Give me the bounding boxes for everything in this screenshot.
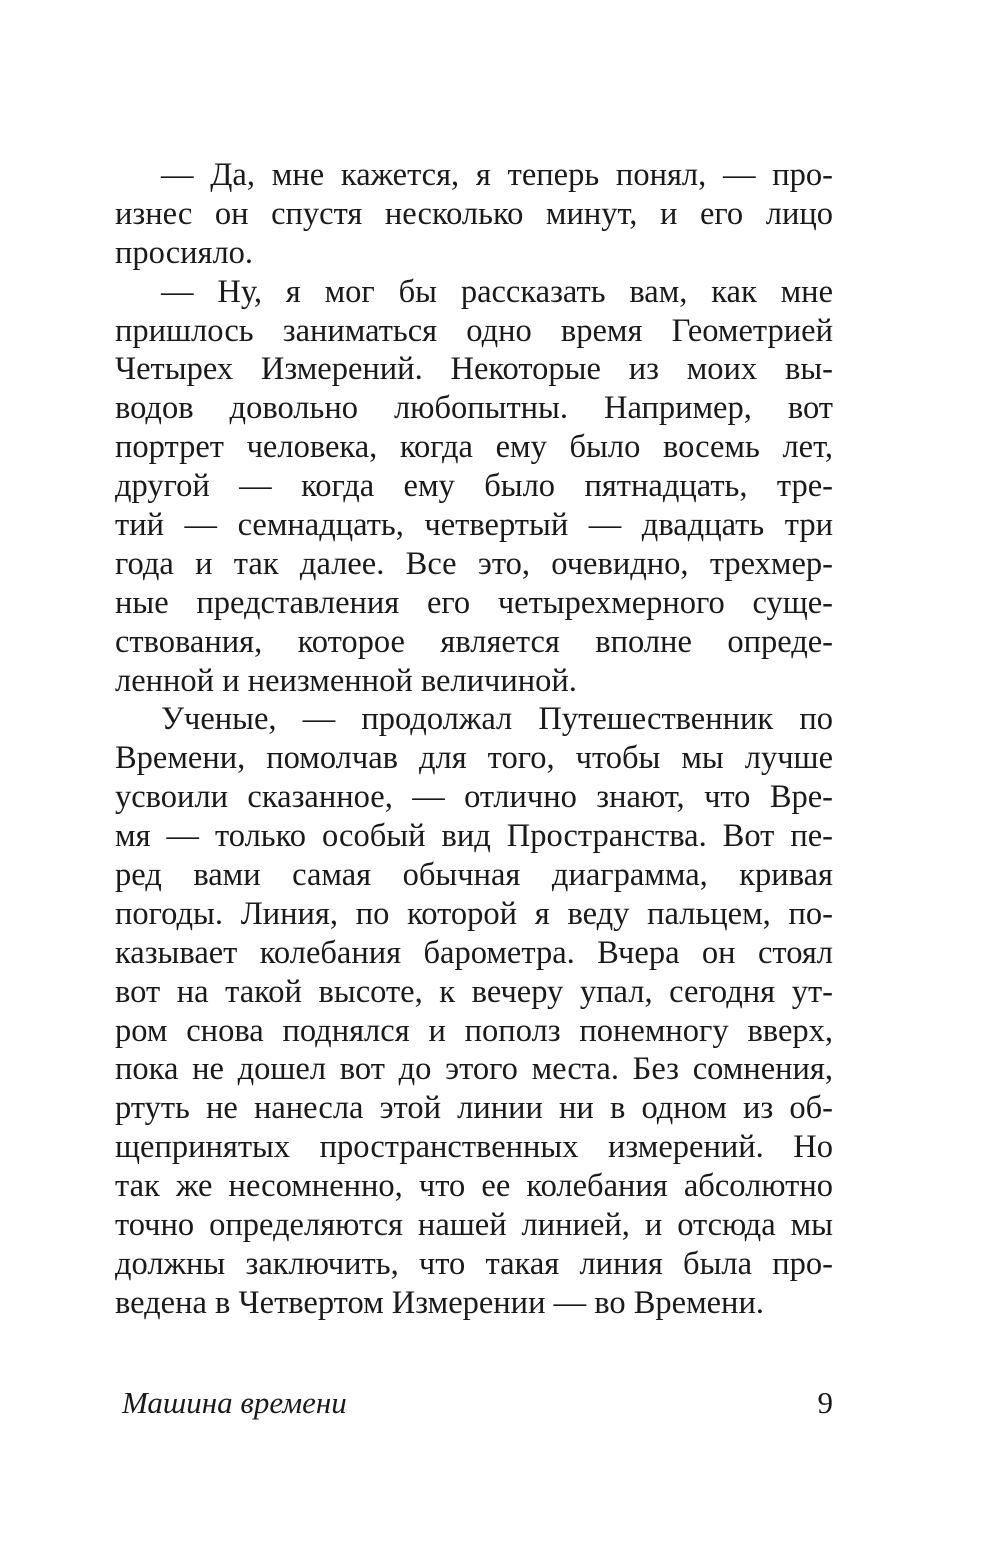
text-line: так же несомненно, что ее колебания абсолютно xyxy=(115,1168,833,1205)
text-line: портрет человека, когда ему было восемь лет, xyxy=(115,429,833,466)
text-line: должны заключить, что такая линия была про- xyxy=(115,1245,833,1282)
text-line: Времени, помолчав для того, чтобы мы лучше xyxy=(115,740,833,777)
text-line: казывает колебания барометра. Вчера он стоял xyxy=(115,934,833,971)
page-number: 9 xyxy=(817,1385,833,1420)
body-text xyxy=(115,156,833,1323)
text-line: ные представления его четырехмерного суще- xyxy=(115,584,833,621)
text-line: — Ну, я мог бы рассказать вам, как мне xyxy=(161,273,833,310)
text-line: ртуть не нанесла этой линии ни в одном из об- xyxy=(115,1090,833,1127)
text-line: точно определяются нашей линией, и отсюда мы xyxy=(115,1207,833,1244)
text-line: ведена в Четвертом Измерении — во Времени. xyxy=(115,1284,764,1321)
text-line: другой — когда ему было пятнадцать, тре- xyxy=(115,468,833,505)
text-line: — Да, мне кажется, я теперь понял, — про- xyxy=(161,157,833,193)
text-line: Четырех Измерений. Некоторые из моих вы- xyxy=(115,351,833,388)
text-line: тий — семнадцать, четвертый — двадцать три xyxy=(115,507,833,544)
text-line: пока не дошел вот до этого места. Без сомнения, xyxy=(115,1051,833,1088)
text-line: ленной и неизменной величиной. xyxy=(115,662,577,699)
text-line: водов довольно любопытны. Например, вот xyxy=(115,390,833,427)
text-line: щепринятых пространственных измерений. Но xyxy=(115,1129,833,1166)
text-line: мя — только особый вид Пространства. Вот пе- xyxy=(115,818,833,855)
text-line: усвоили сказанное, — отлично знают, что Вре- xyxy=(115,779,833,816)
text-line: изнес он спустя несколько минут, и его лицо xyxy=(115,195,833,232)
running-footer-title: Машина времени xyxy=(122,1385,347,1420)
text-line: ствования, которое является вполне опреде- xyxy=(115,623,833,660)
text-line: ред вами самая обычная диаграмма, кривая xyxy=(115,857,833,894)
text-line: года и так далее. Все это, очевидно, трехмер- xyxy=(115,545,833,582)
text-line: просияло. xyxy=(115,234,254,271)
text-line: вот на такой высоте, к вечеру упал, сегодня ут- xyxy=(115,973,833,1010)
text-line: пришлось заниматься одно время Геометрией xyxy=(115,312,833,349)
text-line: погоды. Линия, по которой я веду пальцем, по- xyxy=(115,895,833,932)
text-line: Ученые, — продолжал Путешественник по xyxy=(161,701,833,738)
text-line: ром снова поднялся и пополз понемногу вверх, xyxy=(115,1012,833,1049)
